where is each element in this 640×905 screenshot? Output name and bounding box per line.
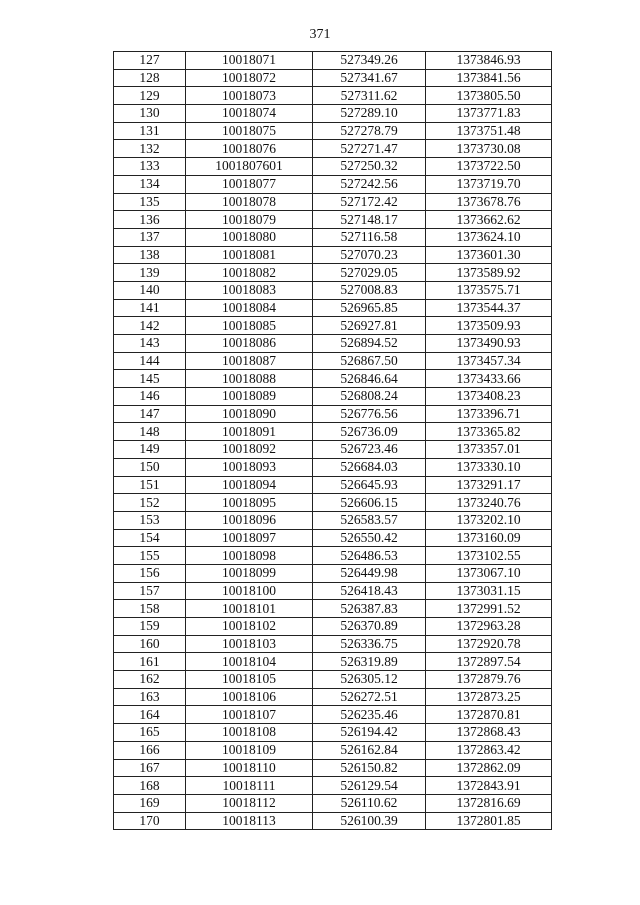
y-coordinate-cell: 1373805.50 (426, 87, 552, 105)
x-coordinate-cell: 526129.54 (313, 777, 426, 795)
row-number-cell: 148 (114, 423, 186, 441)
point-id-cell: 10018086 (186, 335, 313, 353)
row-number-cell: 134 (114, 175, 186, 193)
y-coordinate-cell: 1373240.76 (426, 494, 552, 512)
coordinate-table (113, 51, 552, 830)
point-id-cell: 10018111 (186, 777, 313, 795)
point-id-cell: 10018098 (186, 547, 313, 565)
table-row (114, 69, 552, 87)
table-body (114, 52, 552, 830)
row-number-cell: 130 (114, 105, 186, 123)
table-row (114, 87, 552, 105)
x-coordinate-cell: 527116.58 (313, 228, 426, 246)
table-row (114, 405, 552, 423)
y-coordinate-cell: 1373396.71 (426, 405, 552, 423)
row-number-cell: 167 (114, 759, 186, 777)
point-id-cell: 10018071 (186, 52, 313, 70)
row-number-cell: 144 (114, 352, 186, 370)
point-id-cell: 10018088 (186, 370, 313, 388)
table-row (114, 777, 552, 795)
page-number: 371 (309, 27, 331, 42)
y-coordinate-cell: 1373067.10 (426, 564, 552, 582)
table-row (114, 458, 552, 476)
row-number-cell: 169 (114, 794, 186, 812)
y-coordinate-cell: 1373202.10 (426, 511, 552, 529)
point-id-cell: 10018081 (186, 246, 313, 264)
x-coordinate-cell: 527172.42 (313, 193, 426, 211)
x-coordinate-cell: 526965.85 (313, 299, 426, 317)
table-row (114, 671, 552, 689)
x-coordinate-cell: 526684.03 (313, 458, 426, 476)
table-row (114, 441, 552, 459)
point-id-cell: 1001807601 (186, 158, 313, 176)
point-id-cell: 10018104 (186, 653, 313, 671)
x-coordinate-cell: 526723.46 (313, 441, 426, 459)
point-id-cell: 10018075 (186, 122, 313, 140)
table-row (114, 317, 552, 335)
x-coordinate-cell: 526894.52 (313, 335, 426, 353)
table-row (114, 140, 552, 158)
row-number-cell: 154 (114, 529, 186, 547)
x-coordinate-cell: 527289.10 (313, 105, 426, 123)
y-coordinate-cell: 1373662.62 (426, 211, 552, 229)
point-id-cell: 10018083 (186, 281, 313, 299)
row-number-cell: 165 (114, 724, 186, 742)
x-coordinate-cell: 527278.79 (313, 122, 426, 140)
point-id-cell: 10018073 (186, 87, 313, 105)
x-coordinate-cell: 526486.53 (313, 547, 426, 565)
point-id-cell: 10018103 (186, 635, 313, 653)
point-id-cell: 10018072 (186, 69, 313, 87)
y-coordinate-cell: 1372868.43 (426, 724, 552, 742)
row-number-cell: 158 (114, 600, 186, 618)
point-id-cell: 10018090 (186, 405, 313, 423)
point-id-cell: 10018084 (186, 299, 313, 317)
x-coordinate-cell: 527311.62 (313, 87, 426, 105)
x-coordinate-cell: 527349.26 (313, 52, 426, 70)
point-id-cell: 10018079 (186, 211, 313, 229)
row-number-cell: 133 (114, 158, 186, 176)
y-coordinate-cell: 1372862.09 (426, 759, 552, 777)
table-row (114, 246, 552, 264)
y-coordinate-cell: 1372863.42 (426, 741, 552, 759)
y-coordinate-cell: 1373457.34 (426, 352, 552, 370)
table-row (114, 105, 552, 123)
y-coordinate-cell: 1373433.66 (426, 370, 552, 388)
x-coordinate-cell: 526583.57 (313, 511, 426, 529)
point-id-cell: 10018100 (186, 582, 313, 600)
table-row (114, 511, 552, 529)
table-row (114, 759, 552, 777)
point-id-cell: 10018109 (186, 741, 313, 759)
point-id-cell: 10018110 (186, 759, 313, 777)
y-coordinate-cell: 1373771.83 (426, 105, 552, 123)
x-coordinate-cell: 526319.89 (313, 653, 426, 671)
point-id-cell: 10018077 (186, 175, 313, 193)
table-row (114, 741, 552, 759)
point-id-cell: 10018113 (186, 812, 313, 830)
row-number-cell: 162 (114, 671, 186, 689)
y-coordinate-cell: 1373678.76 (426, 193, 552, 211)
y-coordinate-cell: 1372843.91 (426, 777, 552, 795)
table-row (114, 352, 552, 370)
x-coordinate-cell: 526776.56 (313, 405, 426, 423)
y-coordinate-cell: 1373490.93 (426, 335, 552, 353)
x-coordinate-cell: 527008.83 (313, 281, 426, 299)
x-coordinate-cell: 527148.17 (313, 211, 426, 229)
x-coordinate-cell: 526606.15 (313, 494, 426, 512)
y-coordinate-cell: 1372873.25 (426, 688, 552, 706)
point-id-cell: 10018096 (186, 511, 313, 529)
table-row (114, 335, 552, 353)
point-id-cell: 10018089 (186, 388, 313, 406)
y-coordinate-cell: 1372801.85 (426, 812, 552, 830)
y-coordinate-cell: 1373624.10 (426, 228, 552, 246)
table-row (114, 388, 552, 406)
row-number-cell: 156 (114, 564, 186, 582)
x-coordinate-cell: 526272.51 (313, 688, 426, 706)
point-id-cell: 10018094 (186, 476, 313, 494)
x-coordinate-cell: 527029.05 (313, 264, 426, 282)
y-coordinate-cell: 1372816.69 (426, 794, 552, 812)
point-id-cell: 10018107 (186, 706, 313, 724)
row-number-cell: 164 (114, 706, 186, 724)
y-coordinate-cell: 1373160.09 (426, 529, 552, 547)
row-number-cell: 170 (114, 812, 186, 830)
row-number-cell: 137 (114, 228, 186, 246)
table-row (114, 724, 552, 742)
row-number-cell: 160 (114, 635, 186, 653)
table-row (114, 494, 552, 512)
row-number-cell: 147 (114, 405, 186, 423)
row-number-cell: 131 (114, 122, 186, 140)
row-number-cell: 141 (114, 299, 186, 317)
x-coordinate-cell: 526927.81 (313, 317, 426, 335)
row-number-cell: 149 (114, 441, 186, 459)
y-coordinate-cell: 1373509.93 (426, 317, 552, 335)
x-coordinate-cell: 526162.84 (313, 741, 426, 759)
y-coordinate-cell: 1373751.48 (426, 122, 552, 140)
point-id-cell: 10018105 (186, 671, 313, 689)
point-id-cell: 10018106 (186, 688, 313, 706)
point-id-cell: 10018078 (186, 193, 313, 211)
table-row (114, 228, 552, 246)
row-number-cell: 142 (114, 317, 186, 335)
row-number-cell: 152 (114, 494, 186, 512)
x-coordinate-cell: 526846.64 (313, 370, 426, 388)
y-coordinate-cell: 1373846.93 (426, 52, 552, 70)
y-coordinate-cell: 1373102.55 (426, 547, 552, 565)
table-row (114, 264, 552, 282)
point-id-cell: 10018087 (186, 352, 313, 370)
table-row (114, 299, 552, 317)
table-row (114, 423, 552, 441)
point-id-cell: 10018102 (186, 618, 313, 636)
point-id-cell: 10018074 (186, 105, 313, 123)
x-coordinate-cell: 527242.56 (313, 175, 426, 193)
x-coordinate-cell: 526808.24 (313, 388, 426, 406)
table-row (114, 175, 552, 193)
row-number-cell: 150 (114, 458, 186, 476)
y-coordinate-cell: 1373357.01 (426, 441, 552, 459)
x-coordinate-cell: 526867.50 (313, 352, 426, 370)
row-number-cell: 127 (114, 52, 186, 70)
y-coordinate-cell: 1372991.52 (426, 600, 552, 618)
x-coordinate-cell: 527271.47 (313, 140, 426, 158)
table-row (114, 193, 552, 211)
table-row (114, 688, 552, 706)
table-row (114, 52, 552, 70)
y-coordinate-cell: 1373365.82 (426, 423, 552, 441)
y-coordinate-cell: 1372920.78 (426, 635, 552, 653)
y-coordinate-cell: 1373730.08 (426, 140, 552, 158)
row-number-cell: 168 (114, 777, 186, 795)
table-row (114, 370, 552, 388)
point-id-cell: 10018108 (186, 724, 313, 742)
row-number-cell: 138 (114, 246, 186, 264)
table-row (114, 600, 552, 618)
y-coordinate-cell: 1373544.37 (426, 299, 552, 317)
row-number-cell: 135 (114, 193, 186, 211)
point-id-cell: 10018099 (186, 564, 313, 582)
y-coordinate-cell: 1373719.70 (426, 175, 552, 193)
x-coordinate-cell: 526449.98 (313, 564, 426, 582)
table-row (114, 547, 552, 565)
point-id-cell: 10018097 (186, 529, 313, 547)
point-id-cell: 10018112 (186, 794, 313, 812)
x-coordinate-cell: 526736.09 (313, 423, 426, 441)
table-row (114, 211, 552, 229)
point-id-cell: 10018080 (186, 228, 313, 246)
table-row (114, 794, 552, 812)
x-coordinate-cell: 526110.62 (313, 794, 426, 812)
y-coordinate-cell: 1373601.30 (426, 246, 552, 264)
x-coordinate-cell: 526387.83 (313, 600, 426, 618)
table-row (114, 635, 552, 653)
x-coordinate-cell: 526370.89 (313, 618, 426, 636)
table-row (114, 158, 552, 176)
y-coordinate-cell: 1372963.28 (426, 618, 552, 636)
x-coordinate-cell: 526645.93 (313, 476, 426, 494)
row-number-cell: 128 (114, 69, 186, 87)
row-number-cell: 166 (114, 741, 186, 759)
point-id-cell: 10018076 (186, 140, 313, 158)
x-coordinate-cell: 526550.42 (313, 529, 426, 547)
row-number-cell: 159 (114, 618, 186, 636)
row-number-cell: 139 (114, 264, 186, 282)
table-row (114, 618, 552, 636)
x-coordinate-cell: 526194.42 (313, 724, 426, 742)
row-number-cell: 146 (114, 388, 186, 406)
y-coordinate-cell: 1372897.54 (426, 653, 552, 671)
table-row (114, 529, 552, 547)
y-coordinate-cell: 1373031.15 (426, 582, 552, 600)
point-id-cell: 10018101 (186, 600, 313, 618)
row-number-cell: 132 (114, 140, 186, 158)
y-coordinate-cell: 1373722.50 (426, 158, 552, 176)
table-row (114, 476, 552, 494)
x-coordinate-cell: 527250.32 (313, 158, 426, 176)
table-row (114, 706, 552, 724)
point-id-cell: 10018082 (186, 264, 313, 282)
table-row (114, 582, 552, 600)
row-number-cell: 136 (114, 211, 186, 229)
y-coordinate-cell: 1373589.92 (426, 264, 552, 282)
y-coordinate-cell: 1372870.81 (426, 706, 552, 724)
point-id-cell: 10018095 (186, 494, 313, 512)
y-coordinate-cell: 1373330.10 (426, 458, 552, 476)
table-row (114, 653, 552, 671)
x-coordinate-cell: 527341.67 (313, 69, 426, 87)
point-id-cell: 10018093 (186, 458, 313, 476)
x-coordinate-cell: 526235.46 (313, 706, 426, 724)
table-row (114, 812, 552, 830)
row-number-cell: 129 (114, 87, 186, 105)
row-number-cell: 140 (114, 281, 186, 299)
table-row (114, 281, 552, 299)
point-id-cell: 10018091 (186, 423, 313, 441)
row-number-cell: 143 (114, 335, 186, 353)
row-number-cell: 153 (114, 511, 186, 529)
y-coordinate-cell: 1373575.71 (426, 281, 552, 299)
x-coordinate-cell: 526150.82 (313, 759, 426, 777)
row-number-cell: 163 (114, 688, 186, 706)
row-number-cell: 157 (114, 582, 186, 600)
y-coordinate-cell: 1373841.56 (426, 69, 552, 87)
x-coordinate-cell: 526100.39 (313, 812, 426, 830)
x-coordinate-cell: 526418.43 (313, 582, 426, 600)
row-number-cell: 151 (114, 476, 186, 494)
y-coordinate-cell: 1372879.76 (426, 671, 552, 689)
x-coordinate-cell: 526305.12 (313, 671, 426, 689)
row-number-cell: 155 (114, 547, 186, 565)
row-number-cell: 161 (114, 653, 186, 671)
point-id-cell: 10018085 (186, 317, 313, 335)
table-row (114, 122, 552, 140)
point-id-cell: 10018092 (186, 441, 313, 459)
y-coordinate-cell: 1373408.23 (426, 388, 552, 406)
x-coordinate-cell: 527070.23 (313, 246, 426, 264)
table-row (114, 564, 552, 582)
y-coordinate-cell: 1373291.17 (426, 476, 552, 494)
x-coordinate-cell: 526336.75 (313, 635, 426, 653)
row-number-cell: 145 (114, 370, 186, 388)
